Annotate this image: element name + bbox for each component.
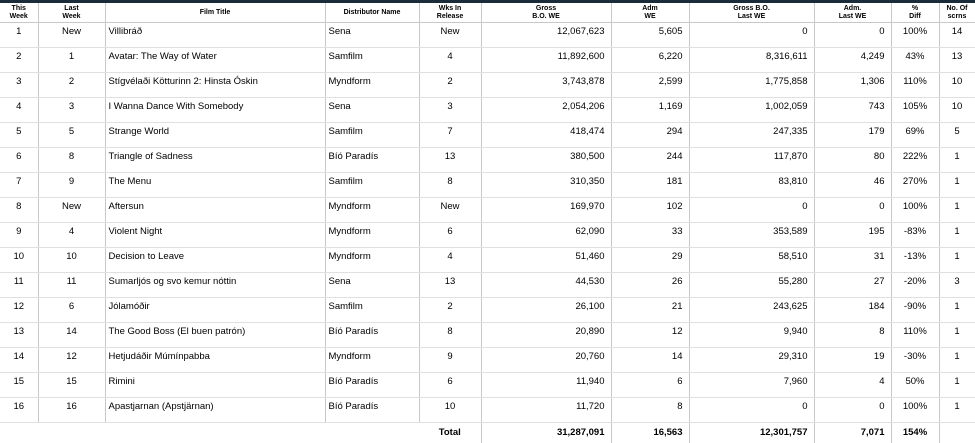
- total-row: [0, 423, 975, 443]
- cell-admissions: 26: [611, 273, 689, 298]
- cell-film-title: Triangle of Sadness: [105, 148, 325, 173]
- cell-admissions-last-week: 31: [814, 248, 891, 273]
- total-label: Total: [419, 423, 481, 443]
- cell-gross-last-week: 117,870: [689, 148, 814, 173]
- cell-screens: 1: [939, 373, 975, 398]
- cell-percent-diff: -20%: [891, 273, 939, 298]
- cell-this-week: 15: [0, 373, 38, 398]
- cell-screens: 5: [939, 123, 975, 148]
- cell-weeks-in-release: 9: [419, 348, 481, 373]
- cell-admissions-last-week: 27: [814, 273, 891, 298]
- cell-admissions: 14: [611, 348, 689, 373]
- cell-distributor: Samfilm: [325, 298, 419, 323]
- cell-this-week: 7: [0, 173, 38, 198]
- cell-screens: 1: [939, 348, 975, 373]
- total-percent-diff: 154%: [891, 423, 939, 443]
- total-admissions: 16,563: [611, 423, 689, 443]
- cell-percent-diff: 100%: [891, 23, 939, 48]
- cell-last-week: 14: [38, 323, 105, 348]
- cell-last-week: New: [38, 198, 105, 223]
- cell-distributor: Bíó Paradís: [325, 398, 419, 423]
- cell-percent-diff: 222%: [891, 148, 939, 173]
- cell-gross: 3,743,878: [481, 73, 611, 98]
- cell-film-title: Villibráð: [105, 23, 325, 48]
- cell-gross: 62,090: [481, 223, 611, 248]
- cell-last-week: 5: [38, 123, 105, 148]
- table-row: [0, 223, 975, 248]
- cell-distributor: Samfilm: [325, 123, 419, 148]
- cell-weeks-in-release: 2: [419, 73, 481, 98]
- header-row: [0, 2, 975, 23]
- cell-percent-diff: 100%: [891, 398, 939, 423]
- cell-gross: 418,474: [481, 123, 611, 148]
- total-admissions-last-week: 7,071: [814, 423, 891, 443]
- cell-gross: 11,892,600: [481, 48, 611, 73]
- cell-this-week: 10: [0, 248, 38, 273]
- col-this-week: This Week: [0, 2, 38, 23]
- cell-gross-last-week: 29,310: [689, 348, 814, 373]
- cell-screens: 14: [939, 23, 975, 48]
- cell-last-week: 12: [38, 348, 105, 373]
- cell-admissions: 6,220: [611, 48, 689, 73]
- cell-screens: 1: [939, 298, 975, 323]
- table-row: [0, 23, 975, 48]
- cell-percent-diff: -30%: [891, 348, 939, 373]
- cell-weeks-in-release: 10: [419, 398, 481, 423]
- table-row: [0, 273, 975, 298]
- cell-this-week: 9: [0, 223, 38, 248]
- cell-distributor: Myndform: [325, 348, 419, 373]
- cell-gross-last-week: 243,625: [689, 298, 814, 323]
- cell-gross-last-week: 353,589: [689, 223, 814, 248]
- table-row: [0, 98, 975, 123]
- cell-admissions-last-week: 195: [814, 223, 891, 248]
- cell-gross: 20,890: [481, 323, 611, 348]
- cell-distributor: Bíó Paradís: [325, 148, 419, 173]
- total-gross: 31,287,091: [481, 423, 611, 443]
- table-row: [0, 248, 975, 273]
- cell-last-week: 2: [38, 73, 105, 98]
- cell-this-week: 8: [0, 198, 38, 223]
- cell-last-week: 11: [38, 273, 105, 298]
- cell-last-week: 8: [38, 148, 105, 173]
- cell-weeks-in-release: 4: [419, 48, 481, 73]
- cell-last-week: 15: [38, 373, 105, 398]
- cell-this-week: 6: [0, 148, 38, 173]
- cell-this-week: 13: [0, 323, 38, 348]
- cell-this-week: 4: [0, 98, 38, 123]
- cell-film-title: Stígvélaði Kötturinn 2: Hinsta Óskin: [105, 73, 325, 98]
- cell-last-week: 16: [38, 398, 105, 423]
- cell-screens: 1: [939, 198, 975, 223]
- cell-gross-last-week: 0: [689, 23, 814, 48]
- cell-gross-last-week: 9,940: [689, 323, 814, 348]
- table-row: [0, 323, 975, 348]
- cell-weeks-in-release: 8: [419, 323, 481, 348]
- cell-film-title: Apastjarnan (Apstjärnan): [105, 398, 325, 423]
- cell-gross-last-week: 7,960: [689, 373, 814, 398]
- table-row: [0, 298, 975, 323]
- cell-film-title: Rimini: [105, 373, 325, 398]
- cell-admissions: 21: [611, 298, 689, 323]
- cell-admissions: 2,599: [611, 73, 689, 98]
- cell-film-title: Avatar: The Way of Water: [105, 48, 325, 73]
- cell-screens: 1: [939, 173, 975, 198]
- cell-percent-diff: 69%: [891, 123, 939, 148]
- cell-admissions-last-week: 46: [814, 173, 891, 198]
- col-admissions-last-week: Adm. Last WE: [814, 2, 891, 23]
- cell-gross: 26,100: [481, 298, 611, 323]
- cell-percent-diff: 105%: [891, 98, 939, 123]
- cell-percent-diff: 100%: [891, 198, 939, 223]
- cell-admissions-last-week: 184: [814, 298, 891, 323]
- cell-film-title: Jólamóðir: [105, 298, 325, 323]
- col-gross: Gross B.O. WE: [481, 2, 611, 23]
- cell-gross: 380,500: [481, 148, 611, 173]
- cell-last-week: 9: [38, 173, 105, 198]
- cell-admissions: 1,169: [611, 98, 689, 123]
- table-row: [0, 373, 975, 398]
- cell-film-title: Violent Night: [105, 223, 325, 248]
- cell-last-week: 10: [38, 248, 105, 273]
- cell-this-week: 5: [0, 123, 38, 148]
- cell-admissions: 244: [611, 148, 689, 173]
- table-row: [0, 348, 975, 373]
- cell-distributor: Sena: [325, 98, 419, 123]
- cell-admissions: 5,605: [611, 23, 689, 48]
- cell-last-week: 4: [38, 223, 105, 248]
- cell-film-title: The Menu: [105, 173, 325, 198]
- cell-film-title: The Good Boss (El buen patrón): [105, 323, 325, 348]
- cell-this-week: 11: [0, 273, 38, 298]
- cell-film-title: Strange World: [105, 123, 325, 148]
- cell-percent-diff: -83%: [891, 223, 939, 248]
- cell-admissions-last-week: 4: [814, 373, 891, 398]
- cell-screens: 10: [939, 98, 975, 123]
- cell-distributor: Myndform: [325, 73, 419, 98]
- cell-weeks-in-release: 13: [419, 273, 481, 298]
- cell-distributor: Myndform: [325, 223, 419, 248]
- cell-weeks-in-release: 3: [419, 98, 481, 123]
- cell-admissions-last-week: 1,306: [814, 73, 891, 98]
- cell-this-week: 16: [0, 398, 38, 423]
- cell-distributor: Sena: [325, 23, 419, 48]
- cell-distributor: Bíó Paradís: [325, 323, 419, 348]
- cell-film-title: Decision to Leave: [105, 248, 325, 273]
- cell-percent-diff: -13%: [891, 248, 939, 273]
- cell-gross-last-week: 0: [689, 398, 814, 423]
- cell-admissions-last-week: 179: [814, 123, 891, 148]
- cell-admissions-last-week: 80: [814, 148, 891, 173]
- col-percent-diff: % Diff: [891, 2, 939, 23]
- cell-screens: 1: [939, 148, 975, 173]
- cell-screens: 10: [939, 73, 975, 98]
- cell-admissions: 33: [611, 223, 689, 248]
- cell-this-week: 2: [0, 48, 38, 73]
- cell-gross: 11,940: [481, 373, 611, 398]
- cell-percent-diff: -90%: [891, 298, 939, 323]
- cell-distributor: Samfilm: [325, 173, 419, 198]
- cell-weeks-in-release: 6: [419, 223, 481, 248]
- cell-screens: 3: [939, 273, 975, 298]
- cell-gross: 310,350: [481, 173, 611, 198]
- table-row: [0, 198, 975, 223]
- cell-last-week: New: [38, 23, 105, 48]
- cell-percent-diff: 110%: [891, 323, 939, 348]
- cell-distributor: Myndform: [325, 248, 419, 273]
- cell-gross-last-week: 55,280: [689, 273, 814, 298]
- cell-screens: 1: [939, 248, 975, 273]
- cell-last-week: 3: [38, 98, 105, 123]
- col-film-title: Film Title: [105, 2, 325, 23]
- cell-screens: 1: [939, 323, 975, 348]
- cell-distributor: Bíó Paradís: [325, 373, 419, 398]
- cell-distributor: Samfilm: [325, 48, 419, 73]
- cell-gross-last-week: 1,775,858: [689, 73, 814, 98]
- cell-screens: 1: [939, 398, 975, 423]
- cell-film-title: Sumarljós og svo kemur nóttin: [105, 273, 325, 298]
- cell-weeks-in-release: 8: [419, 173, 481, 198]
- cell-weeks-in-release: New: [419, 198, 481, 223]
- cell-percent-diff: 110%: [891, 73, 939, 98]
- cell-weeks-in-release: 6: [419, 373, 481, 398]
- cell-gross: 51,460: [481, 248, 611, 273]
- cell-gross-last-week: 247,335: [689, 123, 814, 148]
- col-distributor: Distributor Name: [325, 2, 419, 23]
- col-gross-last-week: Gross B.O. Last WE: [689, 2, 814, 23]
- cell-percent-diff: 270%: [891, 173, 939, 198]
- cell-admissions-last-week: 19: [814, 348, 891, 373]
- col-admissions: Adm WE: [611, 2, 689, 23]
- cell-admissions: 181: [611, 173, 689, 198]
- cell-admissions-last-week: 8: [814, 323, 891, 348]
- cell-screens: 1: [939, 223, 975, 248]
- cell-weeks-in-release: 7: [419, 123, 481, 148]
- cell-this-week: 14: [0, 348, 38, 373]
- cell-gross: 12,067,623: [481, 23, 611, 48]
- col-screens: No. Of scrns: [939, 2, 975, 23]
- cell-admissions-last-week: 743: [814, 98, 891, 123]
- cell-admissions-last-week: 0: [814, 198, 891, 223]
- cell-weeks-in-release: New: [419, 23, 481, 48]
- cell-gross: 2,054,206: [481, 98, 611, 123]
- cell-admissions: 8: [611, 398, 689, 423]
- cell-film-title: I Wanna Dance With Somebody: [105, 98, 325, 123]
- cell-admissions: 294: [611, 123, 689, 148]
- cell-gross: 169,970: [481, 198, 611, 223]
- cell-gross: 20,760: [481, 348, 611, 373]
- col-weeks-in-release: Wks In Release: [419, 2, 481, 23]
- cell-admissions: 29: [611, 248, 689, 273]
- cell-film-title: Aftersun: [105, 198, 325, 223]
- cell-weeks-in-release: 2: [419, 298, 481, 323]
- cell-gross-last-week: 83,810: [689, 173, 814, 198]
- table-row: [0, 123, 975, 148]
- cell-this-week: 1: [0, 23, 38, 48]
- cell-film-title: Hetjudáðir Múmínpabba: [105, 348, 325, 373]
- total-gross-last-week: 12,301,757: [689, 423, 814, 443]
- table-row: [0, 398, 975, 423]
- cell-distributor: Sena: [325, 273, 419, 298]
- cell-admissions: 12: [611, 323, 689, 348]
- table-row: [0, 173, 975, 198]
- cell-percent-diff: 43%: [891, 48, 939, 73]
- col-last-week: Last Week: [38, 2, 105, 23]
- cell-this-week: 3: [0, 73, 38, 98]
- cell-admissions: 102: [611, 198, 689, 223]
- table-row: [0, 73, 975, 98]
- cell-last-week: 6: [38, 298, 105, 323]
- cell-gross: 11,720: [481, 398, 611, 423]
- cell-admissions: 6: [611, 373, 689, 398]
- cell-admissions-last-week: 4,249: [814, 48, 891, 73]
- cell-percent-diff: 50%: [891, 373, 939, 398]
- cell-gross-last-week: 58,510: [689, 248, 814, 273]
- table-row: [0, 48, 975, 73]
- cell-gross-last-week: 1,002,059: [689, 98, 814, 123]
- cell-gross: 44,530: [481, 273, 611, 298]
- cell-this-week: 12: [0, 298, 38, 323]
- cell-weeks-in-release: 13: [419, 148, 481, 173]
- cell-admissions-last-week: 0: [814, 398, 891, 423]
- cell-gross-last-week: 0: [689, 198, 814, 223]
- cell-admissions-last-week: 0: [814, 23, 891, 48]
- table-row: [0, 148, 975, 173]
- cell-gross-last-week: 8,316,611: [689, 48, 814, 73]
- cell-last-week: 1: [38, 48, 105, 73]
- cell-weeks-in-release: 4: [419, 248, 481, 273]
- cell-distributor: Myndform: [325, 198, 419, 223]
- cell-screens: 13: [939, 48, 975, 73]
